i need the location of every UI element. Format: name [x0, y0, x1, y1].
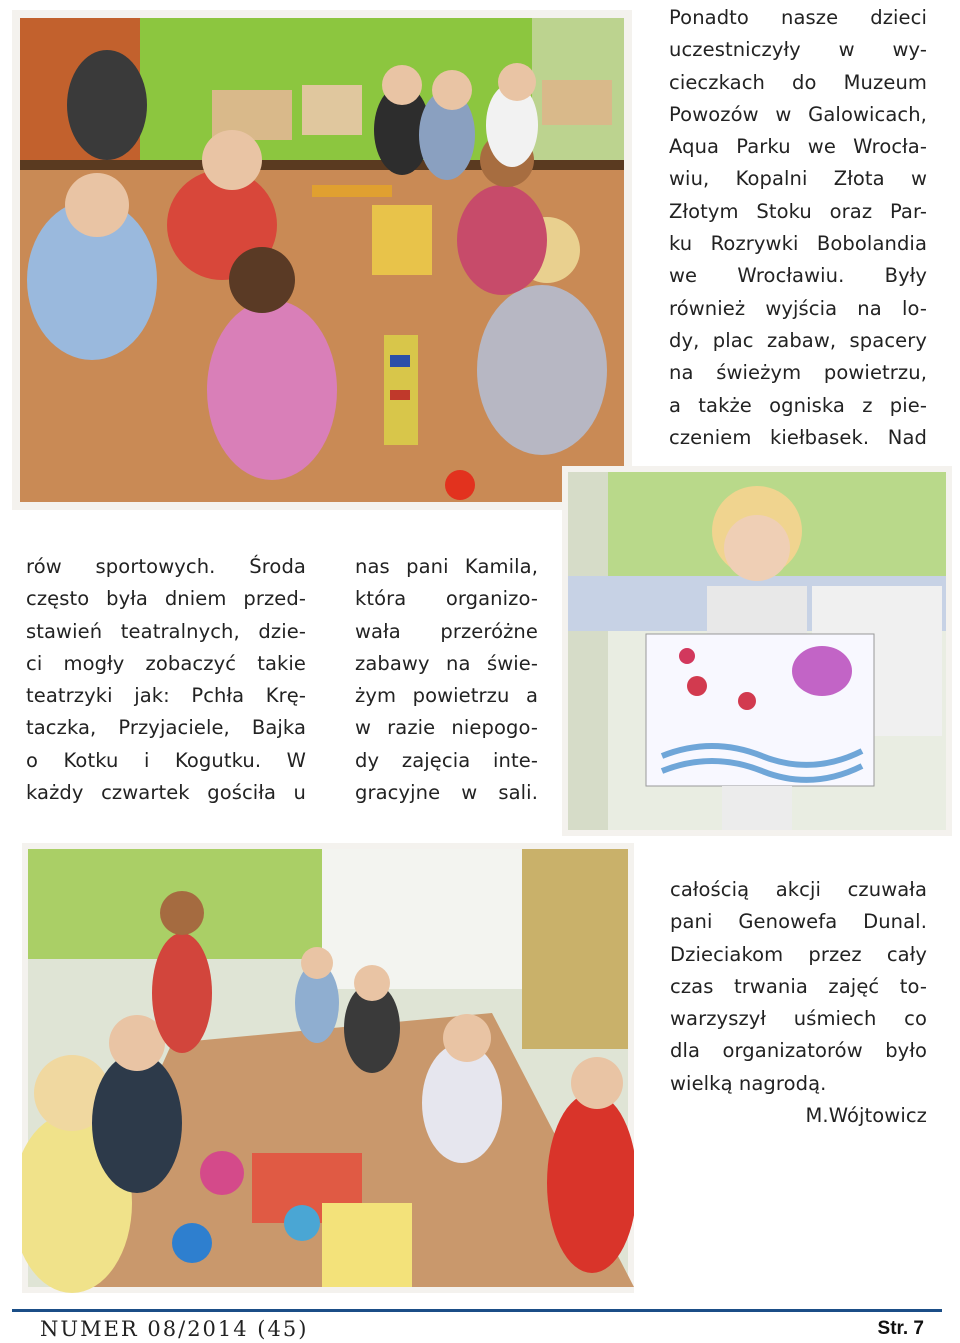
text-line: ku Rozrywki Bobolandia [669, 232, 927, 256]
text-line: całością akcji czuwała [670, 878, 927, 901]
text-column-middle-center [355, 551, 538, 809]
text-line: Dzieciakom przez cały [670, 942, 927, 966]
footer-rule [12, 1309, 942, 1312]
text-line: o Kotku i Kogutku. W [26, 748, 306, 772]
text-line: Złotym Stoku oraz Par- [669, 199, 927, 223]
text-line: we Wrocławiu. Były [669, 264, 927, 288]
photo-girl-drawing-graphic [562, 466, 952, 836]
text-line: rów sportowych. Środa [26, 555, 306, 578]
text-line: teatrzyki jak: Pchła Krę- [26, 684, 306, 708]
text-line: często była dniem przed- [26, 587, 306, 611]
text-line: nas pani Kamila, [355, 555, 538, 578]
text-line: czeniem kiełbasek. Nad [669, 425, 927, 449]
text-line: uczestniczyły w wy- [669, 38, 927, 62]
text-line: pani Genowefa Dunal. [670, 910, 927, 934]
page-number: Str. 7 [877, 1318, 924, 1339]
text-column-middle-left [26, 551, 306, 809]
text-line: gracyjne w sali. [355, 781, 538, 805]
photo-children-blocks-graphic [12, 10, 632, 510]
photo-craft-workshop [22, 843, 634, 1293]
text-line: w razie niepogo- [355, 716, 538, 740]
text-line: Aqua Parku we Wrocła- [669, 135, 927, 159]
text-line: na świeżym powietrzu, [669, 361, 927, 385]
text-line: warzyszył uśmiech co [670, 1007, 927, 1031]
author-signature: M.Wójtowicz [805, 1104, 927, 1128]
photo-children-blocks [12, 10, 632, 510]
text-line: taczka, Przyjaciele, Bajka [26, 716, 306, 740]
text-line: wielką nagrodą. [670, 1071, 827, 1095]
text-line: każdy czwartek gościła u [26, 781, 306, 805]
issue-number: NUMER 08/2014 (45) [40, 1317, 309, 1341]
text-line: zabawy na świe- [355, 651, 538, 675]
text-line: stawień teatralnych, dzie- [26, 619, 306, 643]
text-column-bottom-right [670, 874, 927, 1132]
text-line: Powozów w Galowicach, [669, 102, 927, 126]
photo-craft-workshop-graphic [22, 843, 634, 1293]
text-line: Ponadto nasze dzieci [669, 6, 927, 29]
text-line: cieczkach do Muzeum [669, 70, 927, 94]
text-line: wała przeróżne [355, 619, 538, 643]
photo-girl-drawing [562, 466, 952, 836]
text-line: dy zajęcia inte- [355, 748, 538, 772]
text-line: ci mogły zobaczyć takie [26, 651, 306, 675]
text-line: czas trwania zajęć to- [670, 974, 927, 998]
text-line: która organizo- [355, 587, 538, 611]
text-line: również wyjścia na lo- [669, 296, 927, 320]
text-line: dla organizatorów było [670, 1039, 927, 1063]
text-line: a także ogniska z pie- [669, 393, 927, 417]
text-column-top-right [669, 2, 927, 454]
text-line: wiu, Kopalni Złota w [669, 167, 927, 191]
text-line: dy, plac zabaw, spacery [669, 328, 927, 352]
text-line: żym powietrzu a [355, 684, 538, 708]
